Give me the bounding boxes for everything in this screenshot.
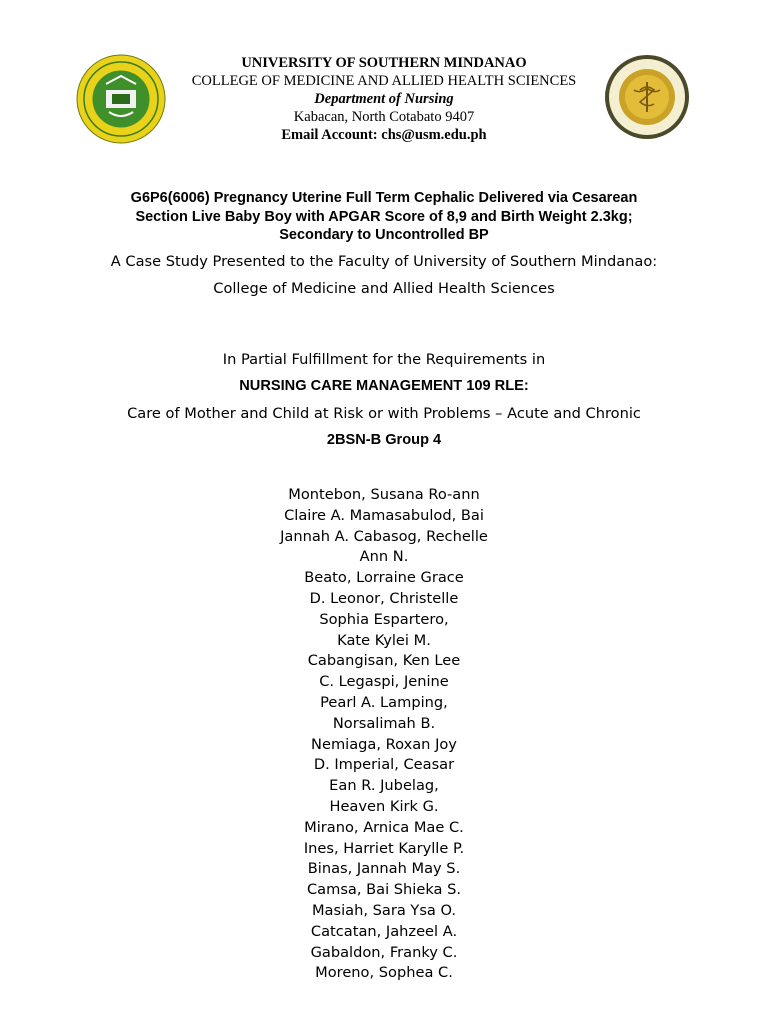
author-name: Montebon, Susana Ro-ann <box>288 486 480 503</box>
author-name: Sophia Espartero, <box>319 610 449 628</box>
author-name: Jannah A. Cabasog, Rechelle <box>280 527 488 545</box>
author-name: Beato, Lorraine Grace <box>304 569 464 587</box>
author-name: Catcatan, Jahzeel A. <box>310 922 458 940</box>
author-name: Binas, Jannah May S. <box>307 860 461 878</box>
author-name: Ann N. <box>359 548 409 566</box>
author-name: Cabangisan, Ken Lee <box>307 652 461 670</box>
author-name: Moreno, Sophea C. <box>315 964 453 982</box>
case-study-presented: A Case Study Presented to the Faculty of University of Southern Mindanao: <box>110 253 658 270</box>
author-name: Mirano, Arnica Mae C. <box>304 818 464 836</box>
author-name: Claire A. Mamasabulod, Bai <box>284 506 484 524</box>
author-name: Camsa, Bai Shieka S. <box>306 881 462 899</box>
author-name: Nemiaga, Roxan Joy <box>311 735 457 753</box>
email-account: Email Account: chs@usm.edu.ph <box>281 127 487 143</box>
college-name: COLLEGE OF MEDICINE AND ALLIED HEALTH SCIENCES <box>191 73 577 89</box>
author-name: Ean R. Jubelag, <box>329 777 439 795</box>
author-name: Heaven Kirk G. <box>329 797 439 815</box>
course-title: NURSING CARE MANAGEMENT 109 RLE: <box>239 378 529 394</box>
author-name: C. Legaspi, Jenine <box>319 673 449 691</box>
author-name: D. Imperial, Ceasar <box>313 756 455 774</box>
college-line: College of Medicine and Allied Health Sciences <box>213 280 555 297</box>
author-name: D. Leonor, Christelle <box>309 589 459 607</box>
fulfillment-line: In Partial Fulfillment for the Requirements in <box>222 351 546 368</box>
university-name: UNIVERSITY OF SOUTHERN MINDANAO <box>241 55 527 71</box>
author-name: Kate Kylei M. <box>337 631 431 649</box>
group-label: 2BSN-B Group 4 <box>326 432 442 448</box>
course-description: Care of Mother and Child at Risk or with Problems – Acute and Chronic <box>127 405 641 422</box>
author-name: Masiah, Sara Ysa O. <box>311 901 457 919</box>
author-name: Pearl A. Lamping, <box>320 693 448 711</box>
address: Kabacan, North Cotabato 9407 <box>293 109 475 125</box>
department-name: Department of Nursing <box>314 91 454 107</box>
author-name: Gabaldon, Franky C. <box>310 943 458 961</box>
case-title-line: G6P6(6006) Pregnancy Uterine Full Term Cephalic Delivered via Cesarean <box>130 190 638 206</box>
case-title <box>60 189 708 245</box>
authors-list <box>0 485 768 984</box>
case-title-line: Secondary to Uncontrolled BP <box>279 227 489 243</box>
author-name: Ines, Harriet Karylle P. <box>303 839 465 857</box>
letterhead <box>0 54 768 144</box>
author-name: Norsalimah B. <box>332 714 436 732</box>
case-title-line: Section Live Baby Boy with APGAR Score of 8,9 and Birth Weight 2.3kg; <box>135 208 633 225</box>
